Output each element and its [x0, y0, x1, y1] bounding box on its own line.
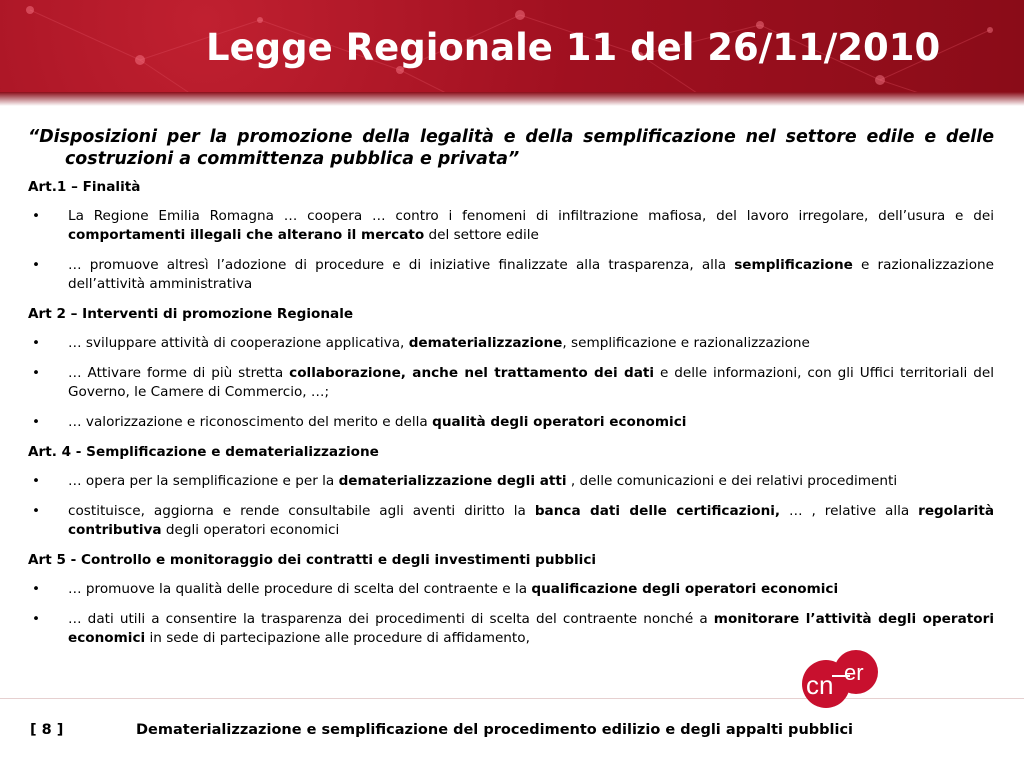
body-text: del settore edile: [424, 227, 539, 243]
bullet-item: [28, 502, 994, 540]
law-subtitle: “Disposizioni per la promozione della legalità e della semplificazione nel settore edile e delle costruzioni a committenza pubblica e privata”: [28, 127, 994, 169]
bullet-dot: •: [32, 581, 41, 597]
bullet-item: [28, 207, 994, 245]
bold-text: regolarità contributiva: [68, 503, 994, 538]
articles-list: [28, 178, 994, 648]
bullet-item: [28, 334, 994, 353]
bold-text: qualificazione degli operatori economici: [531, 581, 839, 597]
body-text: … Attivare forme di più stretta: [68, 365, 290, 381]
bold-text: monitorare l’attività degli operatori economici: [68, 611, 994, 646]
bullet-dot: •: [32, 414, 41, 430]
body-text: La Regione Emilia Romagna … coopera … contro i fenomeni di infiltrazione mafiosa, del lavoro irregolare, dell’usura e dei: [68, 208, 994, 224]
footer-caption: Dematerializzazione e semplificazione del procedimento edilizio e degli appalti pubblici: [136, 722, 854, 738]
bold-text: comportamenti illegali che alterano il mercato: [68, 227, 425, 243]
header-fade: [0, 92, 1024, 106]
bold-text: semplificazione: [734, 257, 853, 273]
article-heading: Art 2 – Interventi di promozione Regionale: [28, 306, 354, 322]
body-text: … promuove altresì l’adozione di procedure e di iniziative finalizzate alla trasparenza, alla: [68, 257, 735, 273]
body-text: degli operatori economici: [161, 522, 340, 538]
body-text: e delle informazioni, con gli Uffici territoriali del Governo, le Camere di Commercio, …;: [68, 365, 994, 400]
logo-text-right: er: [844, 660, 864, 685]
bullet-item: [28, 413, 994, 432]
bullet-item: [28, 256, 994, 294]
bullet-item: [28, 364, 994, 402]
body-text: … dati utili a consentire la trasparenza dei procedimenti di scelta del contraente nonché a: [68, 611, 714, 627]
body-text: … promuove la qualità delle procedure di scelta del contraente e la: [68, 581, 532, 597]
page-title: Legge Regionale 11 del 26/11/2010: [206, 26, 941, 69]
bullet-dot: •: [32, 257, 41, 273]
body-text: … valorizzazione e riconoscimento del merito e della: [68, 414, 433, 430]
bullet-dot: •: [32, 611, 41, 627]
bullet-dot: •: [32, 335, 41, 351]
body-text: … sviluppare attività di cooperazione applicativa,: [68, 335, 409, 351]
body-text: , delle comunicazioni e dei relativi procedimenti: [566, 473, 898, 489]
page-number: [ 8 ]: [30, 722, 64, 738]
article-heading: Art 5 - Controllo e monitoraggio dei contratti e degli investimenti pubblici: [28, 552, 597, 568]
bullet-item: [28, 580, 994, 599]
bold-text: dematerializzazione: [408, 335, 563, 351]
article-heading: Art. 4 - Semplificazione e dematerializzazione: [28, 444, 379, 460]
bullet-dot: •: [32, 503, 41, 519]
logo-text-left: cn: [806, 670, 834, 700]
body-text: costituisce, aggiorna e rende consultabile agli aventi diritto la: [68, 503, 535, 519]
bullet-dot: •: [32, 208, 41, 224]
body-text: in sede di partecipazione alle procedure di affidamento,: [145, 630, 530, 646]
cner-logo: [788, 648, 884, 710]
body-text: … , relative alla: [780, 503, 919, 519]
article-heading: Art.1 – Finalità: [28, 179, 141, 195]
bullet-dot: •: [32, 365, 41, 381]
bullet-item: [28, 472, 994, 491]
bold-text: collaborazione, anche nel trattamento dei dati: [289, 365, 655, 381]
header-banner: [0, 0, 1024, 106]
bold-text: qualità degli operatori economici: [432, 414, 687, 430]
bullet-item: [28, 610, 994, 648]
slide-content: [28, 126, 994, 659]
body-text: , semplificazione e razionalizzazione: [562, 335, 810, 351]
bullet-dot: •: [32, 473, 41, 489]
body-text: e razionalizzazione dell’attività amministrativa: [68, 257, 994, 292]
body-text: … opera per la semplificazione e per la: [68, 473, 339, 489]
bold-text: dematerializzazione degli atti: [338, 473, 567, 489]
bold-text: banca dati delle certificazioni,: [534, 503, 781, 519]
